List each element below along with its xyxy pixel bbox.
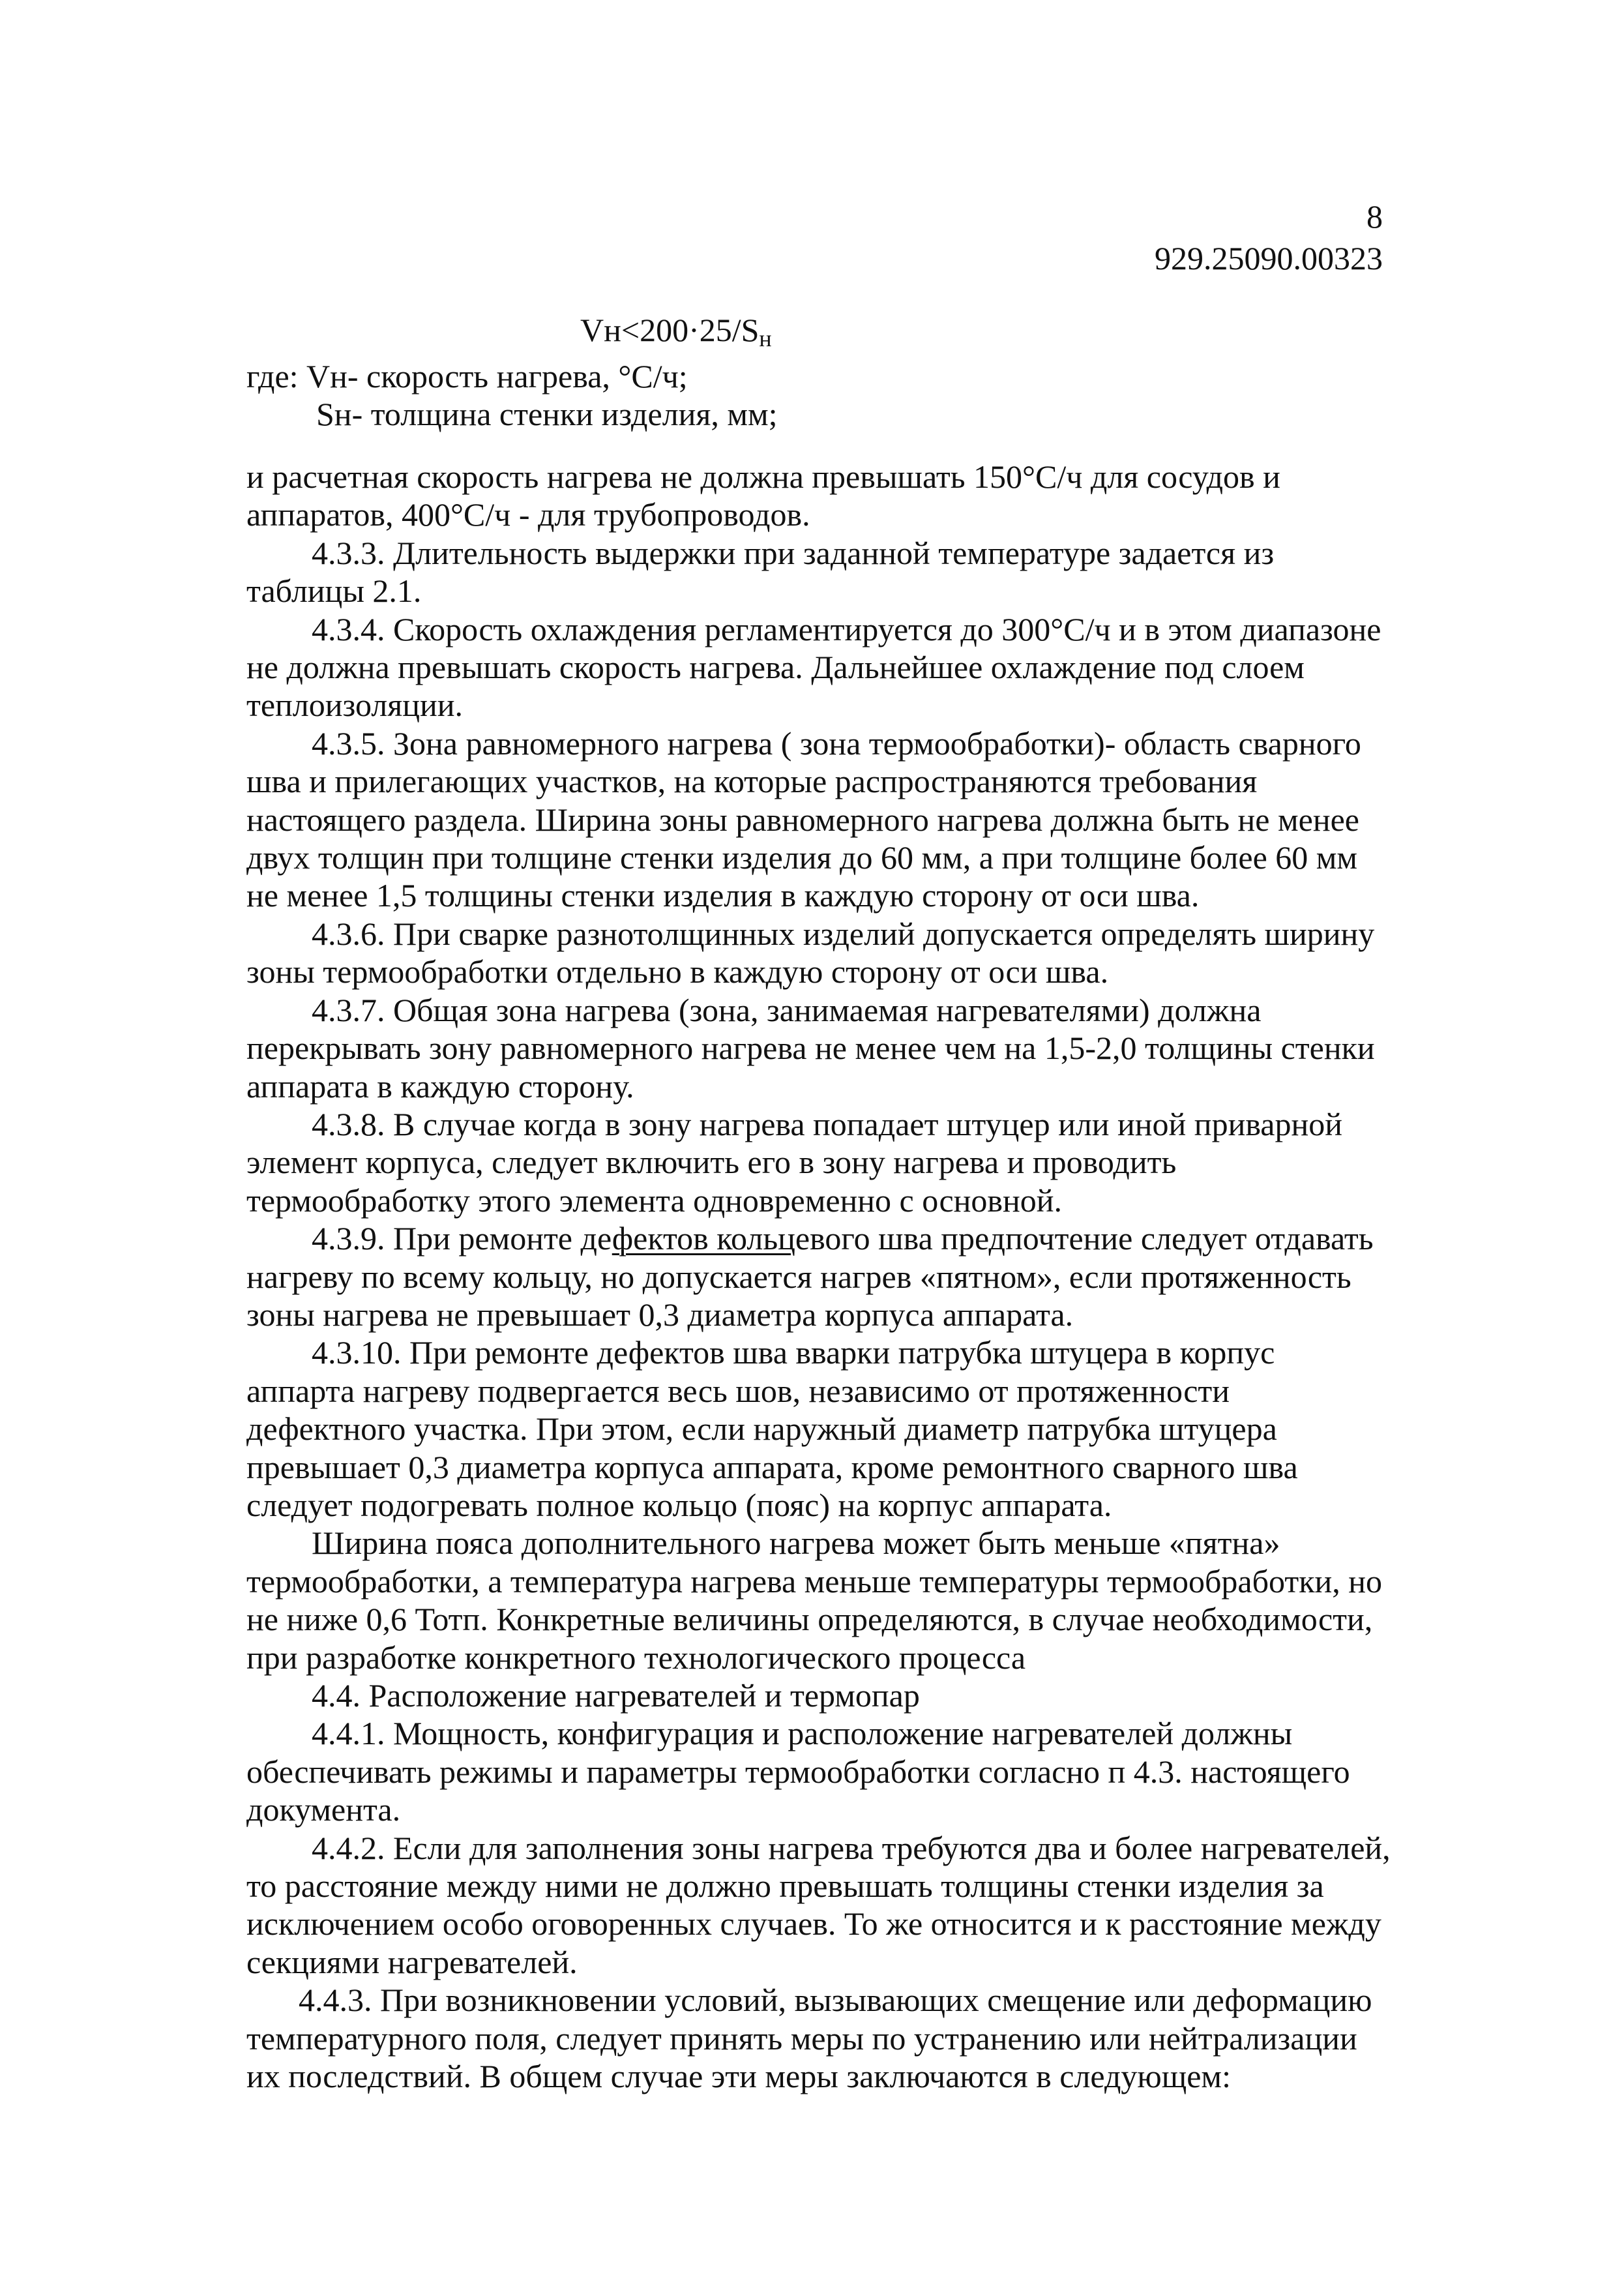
paragraph-4-3-8: 4.3.8. В случае когда в зону нагрева попадает штуцер или иной приварной элемент корпуса, следует включить его в зону нагрева и проводить термообработку этого элемента одновременно с основной. xyxy=(246,1105,1342,1219)
page-header xyxy=(1155,196,1383,279)
document-body xyxy=(246,458,1391,2095)
section-4-4-heading: 4.4. Расположение нагревателей и термопар xyxy=(312,1677,920,1714)
paragraph-4-4-3: 4.4.3. При возникновении условий, вызывающих смещение или деформацию температурного поля, следует принять меры по устранению или нейтрализации их последствий. В общем случае эти меры заключаются в следующем: xyxy=(246,1982,1372,2095)
paragraph-4-3-3: 4.3.3. Длительность выдержки при заданной температуре задается из таблицы 2.1. xyxy=(246,534,1275,610)
paragraph-4-3-4: 4.3.4. Скорость охлаждения регламентируется до 300°С/ч и в этом диапазоне не должна превышать скорость нагрева. Дальнейшее охлаждение под слоем теплоизоляции. xyxy=(246,610,1381,724)
paragraph-4-3-9-rest: евого шва предпочтение следует отдавать нагреву по всему кольцу, но допускается нагрев «пятном», если протяженность зоны нагрева не превышает 0,3 диаметра корпуса аппарата. xyxy=(246,1220,1374,1333)
formula-main: Vн<200·25/S xyxy=(580,312,760,348)
paragraph-4-3-9 xyxy=(246,1219,1391,1333)
paragraph-rate-limit: и расчетная скорость нагрева не должна превышать 150°С/ч для сосудов и аппаратов, 400°С/ч - для трубопроводов. xyxy=(246,458,1280,533)
paragraph-4-4-1: 4.4.1. Мощность, конфигурация и расположение нагревателей должны обеспечивать режимы и параметры термообработки согласно п 4.3. настоящего документа. xyxy=(246,1715,1350,1828)
underlined-text: фектов кольц xyxy=(612,1220,795,1257)
paragraph-4-3-7: 4.3.7. Общая зона нагрева (зона, занимаемая нагревателями) должна перекрывать зону равномерного нагрева не менее чем на 1,5-2,0 толщины стенки аппарата в каждую сторону. xyxy=(246,991,1375,1105)
paragraph-4-4-2: 4.4.2. Если для заполнения зоны нагрева требуются два и более нагревателей, то расстояние между ними не должно превышать толщины стенки изделия за исключением особо оговоренных случаев. То же относится и к расстояние между секциями нагревателей. xyxy=(246,1829,1391,1980)
paragraph-4-3-10: 4.3.10. При ремонте дефектов шва вварки патрубка штуцера в корпус аппарта нагреву подвергается весь шов, независимо от протяженности дефектного участка. При этом, если наружный диаметр патрубка штуцера превышает 0,3 диаметра корпуса аппарата, кроме ремонтного сварного шва следует подогревать полное кольцо (пояс) на корпус аппарата. xyxy=(246,1334,1298,1523)
heating-rate-formula xyxy=(580,310,772,358)
paragraph-4-3-6: 4.3.6. При сварке разнотолщинных изделий допускается определять ширину зоны термообработки отдельно в каждую сторону от оси шва. xyxy=(246,915,1375,990)
legend-line-vn: где: Vн- скорость нагрева, °С/ч; xyxy=(246,358,688,394)
paragraph-belt-width: Ширина пояса дополнительного нагрева может быть меньше «пятна» термообработки, а температура нагрева меньше температуры термообработки, но не ниже 0,6 Тотп. Конкретные величины определяются, в случае необходимости, при разработке конкретного технологического процесса xyxy=(246,1525,1383,1676)
page-number: 8 xyxy=(1366,198,1383,235)
paragraph-4-3-9-start: 4.3.9. При ремонте де xyxy=(312,1220,612,1257)
formula-legend xyxy=(246,357,778,433)
document-code: 929.25090.00323 xyxy=(1155,240,1383,276)
formula-subscript: н xyxy=(759,325,772,351)
legend-line-sn: Sн- толщина стенки изделия, мм; xyxy=(316,396,778,432)
paragraph-4-3-5: 4.3.5. Зона равномерного нагрева ( зона термообработки)- область сварного шва и прилегающих участков, на которые распространяются требования настоящего раздела. Ширина зоны равномерного нагрева должна быть не менее двух толщин при толщине стенки изделия до 60 мм, а при толщине более 60 мм не менее 1,5 толщины стенки изделия в каждую сторону от оси шва. xyxy=(246,724,1361,914)
